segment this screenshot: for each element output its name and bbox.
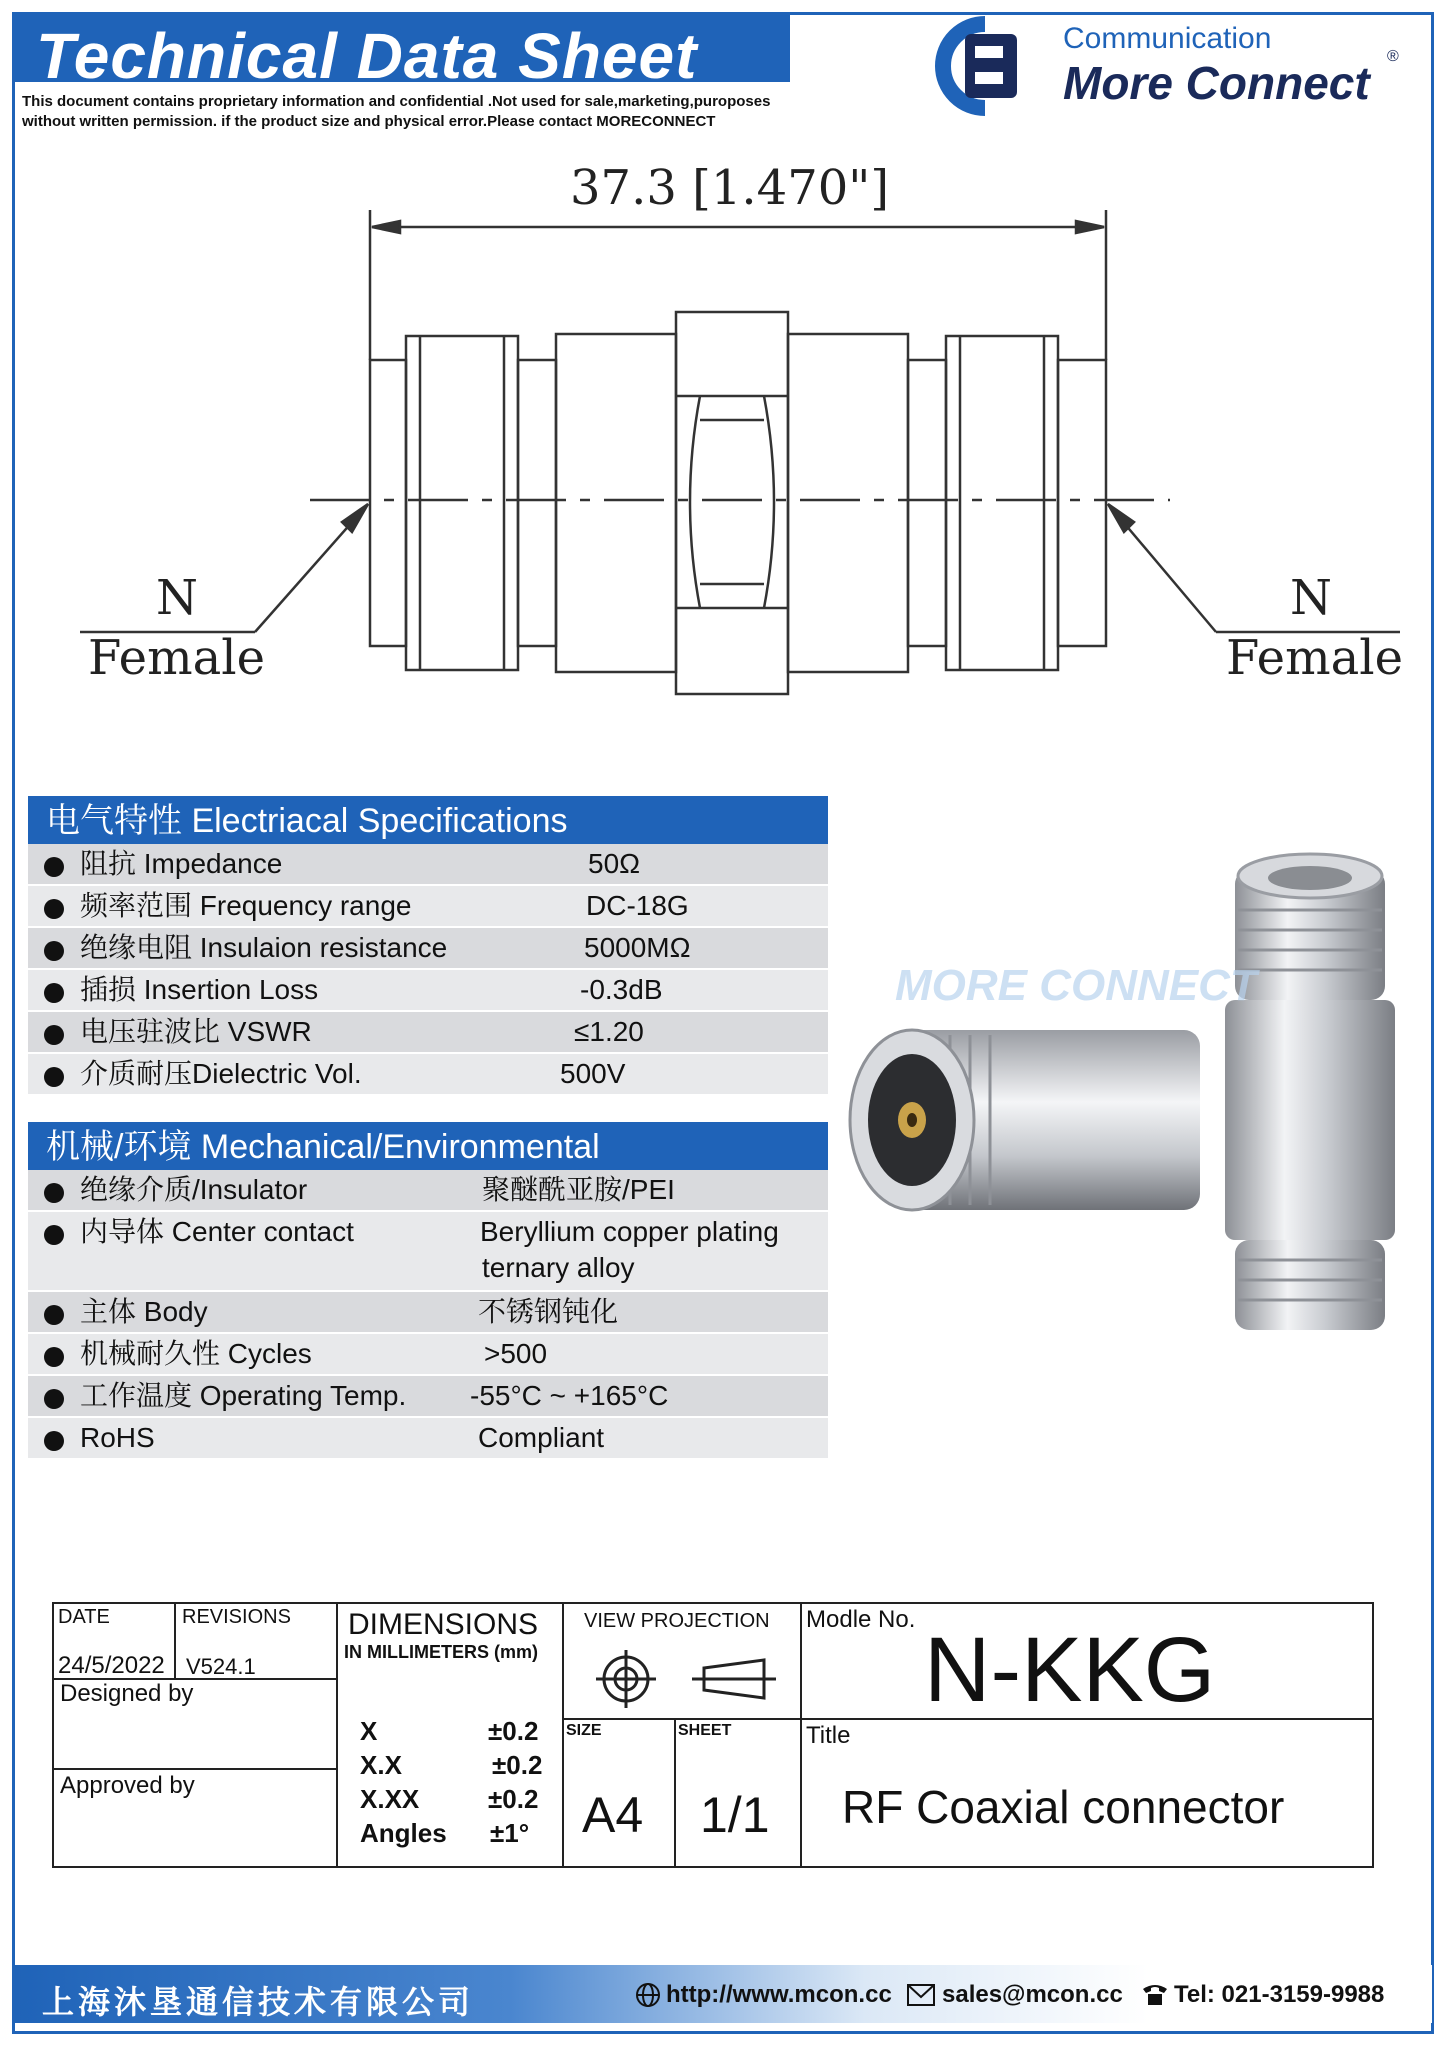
spec-row-insulator [28,1170,828,1212]
brand-tagline: Communication [1063,22,1272,55]
tolerance-value: ±0.2 [488,1784,539,1814]
projection-symbol-icon [584,1646,784,1712]
email-link[interactable]: sales@mcon.cc [942,1981,1123,2008]
title-bar [14,14,790,92]
title-block [52,1602,1374,1868]
spec-value-continued: ternary alloy [482,1252,635,1283]
website-link[interactable]: http://www.mcon.cc [666,1981,892,2008]
approved-by-label: Approved by [60,1772,195,1799]
spec-value: -0.3dB [580,974,663,1005]
spec-row-center-contact [28,1212,828,1292]
spec-row-rohs [28,1418,828,1460]
spec-value: -55°C ~ +165°C [470,1380,669,1411]
tolerance-value: ±0.2 [488,1716,539,1746]
spec-label: 插损 Insertion Loss [80,974,319,1005]
envelope-icon [906,1983,936,2007]
bullet-icon [44,899,64,919]
tolerance-value: ±1° [490,1818,530,1848]
sheet-value: 1/1 [700,1787,770,1843]
spec-label: 频率范围 Frequency range [80,890,412,921]
spec-row-dielectric-voltage [28,1054,828,1096]
spec-label: 机械耐久性 Cycles [80,1338,312,1369]
technical-drawing [80,160,1403,720]
size-label: SIZE [566,1722,602,1739]
disclaimer [22,92,770,132]
bullet-icon [44,1067,64,1087]
title-label: Title [806,1722,851,1749]
spec-row-vswr [28,1012,828,1054]
spec-row-insertion-loss [28,970,828,1012]
spec-label: 绝缘电阻 Insulaion resistance [80,932,448,963]
spec-row-cycles [28,1334,828,1376]
revisions-label: REVISIONS [182,1606,291,1628]
connector-photo-illustration [840,830,1420,1350]
spec-label: 主体 Body [80,1296,208,1327]
bullet-icon [44,941,64,961]
overall-length-dimension: 37.3 [1.470"] [570,160,890,216]
spec-value: 不锈钢钝化 [478,1296,619,1327]
units-label: IN MILLIMETERS (mm) [344,1642,538,1662]
spec-value: 聚醚酰亚胺/PEI [482,1174,675,1205]
disclaimer-line-2: without written permission. if the product size and physical error.Please contact MORECONNECT [22,113,716,130]
bullet-icon [44,1389,64,1409]
bullet-icon [44,857,64,877]
bullet-icon [44,1305,64,1325]
date-label: DATE [58,1606,110,1628]
photo-watermark: MORE CONNECT [895,961,1257,1010]
connector-outline-drawing [80,160,1400,720]
tolerance-value: ±0.2 [492,1750,543,1780]
spec-label: 介质耐压Dielectric Vol. [80,1058,362,1089]
tolerance-key: X [360,1716,378,1746]
spec-row-impedance [28,844,828,886]
bullet-icon [44,1225,64,1245]
electrical-spec-table [28,796,828,1096]
mechanical-spec-heading: 机械/环境 Mechanical/Environmental [28,1122,828,1170]
spec-label: 阻抗 Impedance [80,848,283,879]
telephone-icon [1140,1981,1170,2007]
brand-name: More Connect [1063,57,1370,109]
spec-label: 绝缘介质/Insulator [80,1174,308,1205]
logo-mark-icon [915,16,1055,116]
model-number-label: Modle No. [806,1606,916,1633]
registered-mark: ® [1387,48,1399,65]
telephone-number: Tel: 021-3159-9988 [1174,1981,1385,2008]
right-connector-type: N [1290,570,1332,626]
spec-value: Beryllium copper plating [480,1216,779,1247]
bullet-icon [44,1183,64,1203]
footer-bar [14,1965,1432,2023]
spec-row-operating-temp [28,1376,828,1418]
company-name: 上海沐垦通信技术有限公司 [42,1983,475,2021]
spec-value: 50Ω [588,848,641,879]
electrical-spec-heading: 电气特性 Electriacal Specifications [28,796,828,844]
right-connector-gender: Female [1226,630,1403,686]
tolerance-table [360,1714,560,1850]
left-connector-gender: Female [88,630,265,686]
date-value: 24/5/2022 [58,1652,165,1679]
spec-value: 5000MΩ [584,932,691,963]
spec-value: Compliant [478,1422,605,1453]
model-number: N-KKG [924,1619,1216,1721]
tolerance-key: Angles [360,1818,447,1848]
spec-label: 内导体 Center contact [80,1216,354,1247]
bullet-icon [44,1347,64,1367]
sheet-label: SHEET [678,1722,732,1739]
disclaimer-line-1: This document contains proprietary information and confidential .Not used for sale,marketing,puroposes [22,93,771,110]
spec-label: RoHS [80,1422,155,1453]
page-title: Technical Data Sheet [36,20,698,92]
spec-row-insulation-resistance [28,928,828,970]
bullet-icon [44,1431,64,1451]
spec-label: 电压驻波比 VSWR [80,1016,312,1047]
bullet-icon [44,1025,64,1045]
spec-value: >500 [484,1338,548,1369]
spec-value: 500V [560,1058,626,1089]
mechanical-spec-table [28,1122,828,1460]
tolerance-key: X.X [360,1750,402,1780]
left-connector-type: N [156,570,198,626]
spec-value: ≤1.20 [574,1016,644,1047]
designed-by-label: Designed by [60,1680,194,1707]
tolerance-key: X.XX [360,1784,420,1814]
revisions-value: V524.1 [186,1654,256,1679]
spec-row-body [28,1292,828,1334]
spec-label: 工作温度 Operating Temp. [80,1380,407,1411]
size-value: A4 [582,1787,644,1843]
bullet-icon [44,983,64,1003]
spec-value: DC-18G [586,890,689,921]
globe-icon [634,1981,662,2009]
spec-row-frequency [28,886,828,928]
product-photo [840,830,1420,1350]
product-title: RF Coaxial connector [842,1781,1285,1833]
brand-logo [915,16,1435,116]
view-projection-label: VIEW PROJECTION [584,1610,770,1632]
dimensions-label: DIMENSIONS [348,1608,539,1641]
